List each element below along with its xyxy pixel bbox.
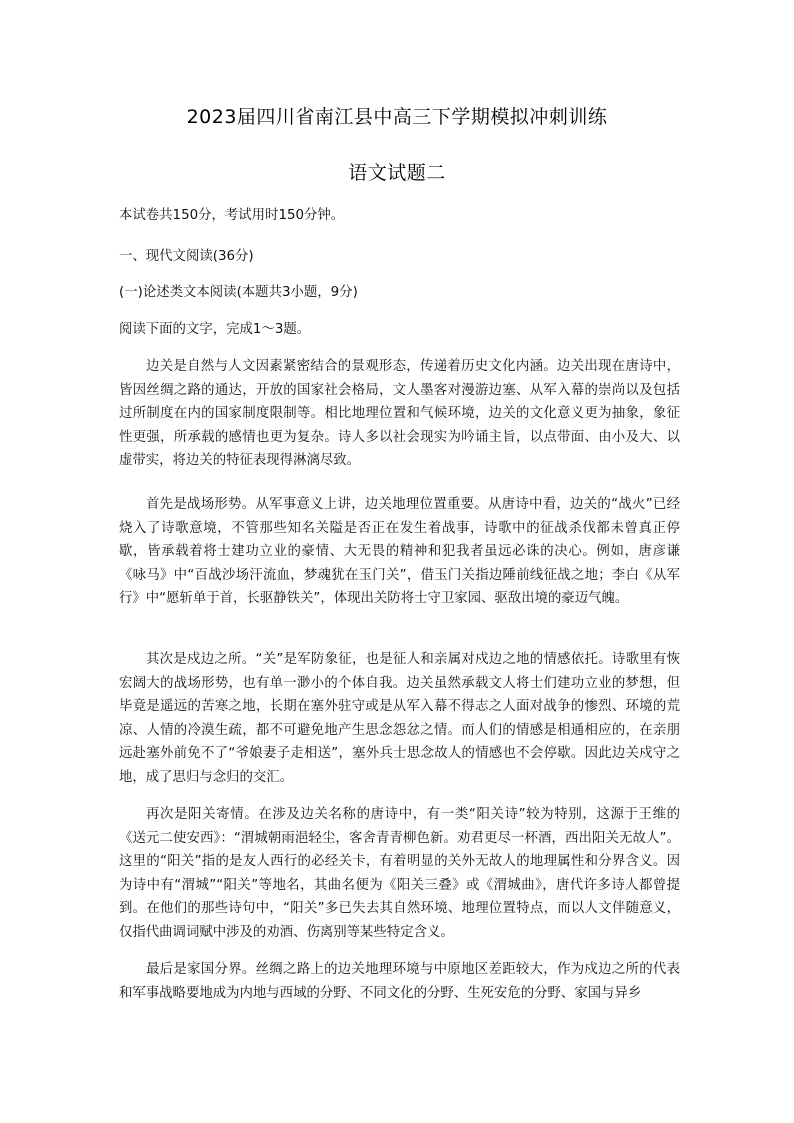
passage-paragraph: 首先是战场形势。从军事意义上讲，边关地理位置重要。从唐诗中看，边关的“战火”已经烧入了诗歌意境，不管那些知名关隘是否正在发生着战事，诗歌中的征战杀伐都未曾真正停歇，皆承载着将士建功立业的豪情、大无畏的精神和犯我者虽远必诛的决心。例如，唐彦谦《咏马》中“百战沙场汗流血，梦魂犹在玉门关”，借玉门关指边陲前线征战之地；李白《从军行》中“愿斩单于首，长驱静铁关”，体现出关防将士守卫家园、驱敌出境的豪迈气魄。: [119, 497, 680, 607]
passage-paragraph: 其次是戍边之所。“关”是军防象征，也是征人和亲属对戍边之地的情感依托。诗歌里有恢宏阔大的战场形势，也有单一渺小的个体自我。边关虽然承载文人将士们建功立业的梦想，但毕竟是遥远的苦寒之地，长期在塞外驻守或是从军入幕不得志之人面对战争的惨烈、环境的荒凉、人情的冷漠生疏，都不可避免地产生思念怨忿之情。而人们的情感是相通相应的，在亲朋远赴塞外前免不了“爷娘妻子走相送”，塞外兵士思念故人的情感也不会停歇。因此边关戍守之地，成了思归与念归的交汇。: [119, 652, 680, 785]
reading-instruction: 阅读下面的文字，完成1～3题。: [119, 322, 311, 337]
exam-title: 2023届四川省南江县中高三下学期模拟冲刺训练: [186, 106, 608, 128]
exam-intro: 本试卷共150分，考试用时150分钟。: [119, 208, 345, 223]
passage-paragraph: 最后是家国分界。丝绸之路上的边关地理环境与中原地区差距较大，作为戍边之所的代表和军事战略要地成为内地与西域的分野、不同文化的分野、生死安危的分野、家国与异乡: [119, 962, 680, 1001]
subsection-heading: (一)论述类文本阅读(本题共3小题，9分): [119, 285, 358, 300]
section-heading: 一、现代文阅读(36分): [119, 249, 254, 264]
exam-subtitle: 语文试题二: [348, 162, 446, 184]
passage-paragraph: 边关是自然与人文因素紧密结合的景观形态，传递着历史文化内涵。边关出现在唐诗中，皆因丝绸之路的通达，开放的国家社会格局，文人墨客对漫游边塞、从军入幕的崇尚以及包括过所制度在内的国家制度限制等。相比地理位置和气候环境，边关的文化意义更为抽象，象征性更强，所承载的感情也更为复杂。诗人多以社会现实为吟诵主旨，以点带面、由小及大、以虚带实，将边关的特征表现得淋漓尽致。: [119, 359, 680, 469]
passage-paragraph: 再次是阳关寄情。在涉及边关名称的唐诗中，有一类“阳关诗”较为特别，这源于王维的《送元二使安西》：“渭城朝雨浥轻尘，客舍青青柳色新。劝君更尽一杯酒，西出阳关无故人”。这里的“阳关”指的是友人西行的必经关卡，有着明显的关外无故人的地理属性和分界含义。因为诗中有“渭城”“阳关”等地名，其曲名便为《阳关三叠》或《渭城曲》，唐代许多诗人都曾提到。在他们的那些诗句中，“阳关”多已失去其自然环境、地理位置特点，而以人文伴随意义，仅指代曲调词赋中涉及的劝酒、伤离别等某些特定含义。: [119, 807, 680, 940]
